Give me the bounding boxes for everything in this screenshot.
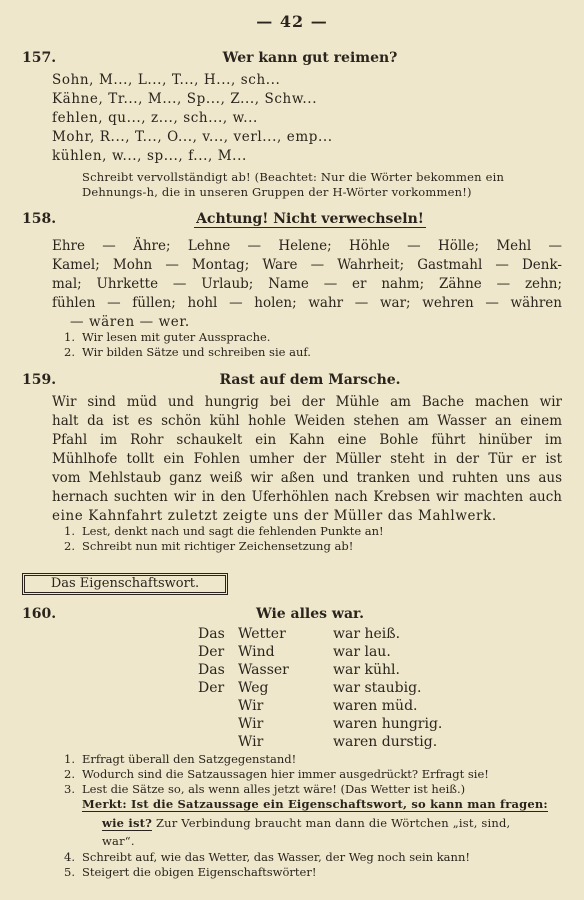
list-item-number: 1. (64, 524, 75, 538)
rhyme-line: fehlen, qu..., z..., sch..., w... (52, 110, 258, 126)
article: Das (198, 662, 225, 678)
list-item-number: 3. (64, 782, 75, 796)
list-item-number: 2. (64, 539, 75, 553)
section-heading: Das Eigenschaftswort. (50, 576, 200, 591)
rule-question: wie ist? (102, 816, 153, 830)
predicate: war lau. (333, 644, 391, 660)
list-item-text: Wir lesen mit guter Aussprache. (82, 330, 271, 344)
rule-note-text: Zur Verbindung braucht man dann die Wörtchen „ist, sind, (152, 816, 511, 830)
list-item (64, 524, 384, 538)
word-pair-line: Kamel; Mohn — Montag; Ware — Wahrheit; Gastmahl — Denk- (52, 257, 562, 273)
list-item-text: Lest die Sätze so, als wenn alles jetzt wäre! (Das Wetter ist heiß.) (82, 782, 466, 796)
list-item (64, 330, 271, 344)
list-item-number: 2. (64, 767, 75, 781)
subject: Wir (238, 698, 264, 714)
list-item (64, 345, 311, 359)
exercise-number-159: 159. (22, 372, 57, 388)
predicate: waren müd. (333, 698, 418, 714)
subject: Wir (238, 716, 264, 732)
list-item-number: 5. (64, 865, 75, 879)
rhyme-line: kühlen, w..., sp..., f..., M... (52, 148, 247, 164)
rule-note (82, 797, 548, 811)
subject: Wind (238, 644, 275, 660)
rhyme-line: Mohr, R..., T..., O..., v..., verl..., emp... (52, 129, 333, 145)
list-item-number: 4. (64, 850, 75, 864)
paragraph-line: Mühlhofe tollt ein Fohlen umher der Müller steht in der Tür er ist (52, 451, 562, 467)
list-item-text: Wir bilden Sätze und schreiben sie auf. (82, 345, 311, 359)
subject: Weg (238, 680, 269, 696)
exercise-title-160: Wie alles war. (255, 606, 365, 622)
word-pair-line: mal; Uhrkette — Urlaub; Name — er nahm; Zähne — zehn; (52, 276, 562, 292)
subject: Wir (238, 734, 264, 750)
list-item (64, 539, 354, 553)
subject: Wasser (238, 662, 289, 678)
instruction-note: Schreibt vervollständigt ab! (Beachtet: Nur die Wörter bekommen ein (82, 170, 505, 184)
predicate: war kühl. (333, 662, 400, 678)
list-item-text: Lest, denkt nach und sagt die fehlenden Punkte an! (82, 524, 384, 538)
paragraph-line: halt da ist es schön kühl hohle Weiden stehen am Wasser an einem (52, 413, 562, 429)
predicate: waren durstig. (333, 734, 438, 750)
exercise-title-159: Rast auf dem Marsche. (219, 372, 401, 388)
exercise-title-157: Wer kann gut reimen? (222, 50, 398, 66)
predicate: war staubig. (333, 680, 422, 696)
rhyme-line: Kähne, Tr..., M..., Sp..., Z..., Schw... (52, 91, 318, 107)
word-pair-line: fühlen — füllen; hohl — holen; wahr — war; wehren — währen (52, 295, 562, 311)
predicate: waren hungrig. (333, 716, 443, 732)
list-item (64, 752, 297, 766)
page-number: — 42 — (256, 12, 328, 31)
article: Das (198, 626, 225, 642)
exercise-number-158: 158. (22, 211, 57, 227)
list-item-text: Erfragt überall den Satzgegenstand! (82, 752, 297, 766)
paragraph-line: hernach suchten wir in den Uferhöhlen nach Krebsen wir machten auch (52, 489, 562, 505)
rule-note-continued (102, 816, 510, 830)
paragraph-line: Wir sind müd und hungrig bei der Mühle am Bache machen wir (52, 394, 562, 410)
rule-note-text: Merkt: Ist die Satzaussage ein Eigenschaftswort, so kann man fragen: (82, 797, 548, 811)
list-item (64, 865, 317, 879)
paragraph-line: vom Mehlstaub ganz weiß wir aßen und tranken und ruhten uns aus (52, 470, 562, 486)
section-heading-box (22, 573, 228, 595)
list-item (64, 767, 489, 781)
list-item (64, 850, 470, 864)
article: Der (198, 680, 225, 696)
list-item-text: Steigert die obigen Eigenschaftswörter! (82, 865, 317, 879)
word-pair-line: Ehre — Ähre; Lehne — Helene; Höhle — Hölle; Mehl — (52, 238, 562, 254)
list-item-text: Wodurch sind die Satzaussagen hier immer ausgedrückt? Erfragt sie! (82, 767, 489, 781)
exercise-title-text: Achtung! Nicht verwechseln! (196, 211, 424, 227)
paragraph-line: Pfahl im Rohr schaukelt ein Kahn eine Bohle führt hinüber im (52, 432, 562, 448)
list-item-text: Schreibt nun mit richtiger Zeichensetzung ab! (82, 539, 354, 553)
exercise-title-158 (60, 211, 560, 227)
list-item-number: 1. (64, 752, 75, 766)
word-pair-line: — wären — wer. (70, 314, 190, 330)
list-item-number: 1. (64, 330, 75, 344)
rule-note-continued: war“. (102, 834, 135, 848)
instruction-note: Dehnungs-h, die in unseren Gruppen der H-Wörter vorkommen!) (82, 185, 472, 199)
predicate: war heiß. (333, 626, 401, 642)
exercise-number-160: 160. (22, 606, 57, 622)
subject: Wetter (238, 626, 286, 642)
paragraph-line: eine Kahnfahrt zuletzt zeigte uns der Müller das Mahlwerk. (52, 508, 497, 524)
article: Der (198, 644, 225, 660)
exercise-number-157: 157. (22, 50, 57, 66)
list-item-number: 2. (64, 345, 75, 359)
rhyme-line: Sohn, M..., L..., T..., H..., sch... (52, 72, 281, 88)
list-item-text: Schreibt auf, wie das Wetter, das Wasser, der Weg noch sein kann! (82, 850, 470, 864)
list-item (64, 782, 466, 796)
